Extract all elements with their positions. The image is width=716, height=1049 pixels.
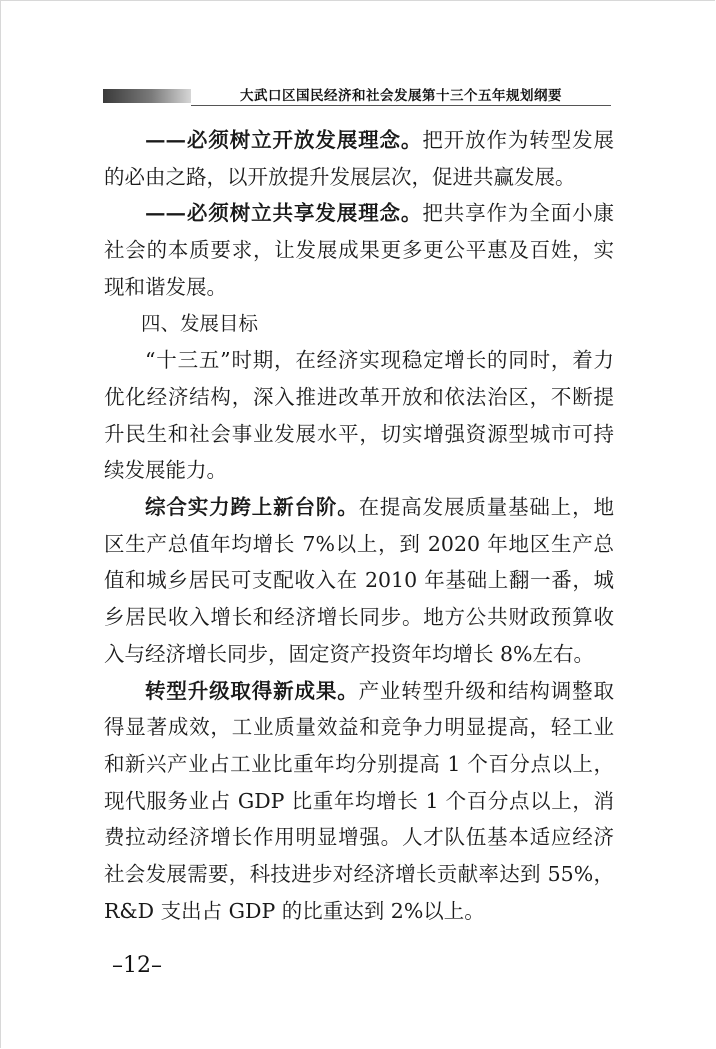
- paragraph-shared-development: [104, 195, 614, 305]
- paragraph-lead: ——必须树立共享发展理念。: [145, 201, 423, 226]
- paragraph-lead: 综合实力跨上新台阶。: [145, 495, 359, 520]
- paragraph-lead: 转型升级取得新成果。: [145, 678, 359, 703]
- page-number: –12–: [112, 953, 162, 978]
- paragraph-transformation-upgrade: [104, 673, 614, 930]
- paragraph-text: “十三五”时期，在经济实现稳定增长的同时，着力优化经济结构，深入推进改革开放和依法治区，不断提升民生和社会事业发展水平，切实增强资源型城市可持续发展能力。: [104, 348, 614, 483]
- paragraph-lead: ——必须树立开放发展理念。: [145, 128, 423, 152]
- paragraph-text: 产业转型升级和结构调整取得显著成效，工业质量效益和竞争力明显提高，轻工业和新兴产业占工业比重年均分别提高 1 个百分点以上，现代服务业占 GDP 比重年均增长 1 个百分点以上，消费拉动经济增长作用明显增强。人才队伍基本适应经济社会发展需要，科技进步对经济增长贡献率达到 55%，R&D 支出占 GDP 的比重达到 2%以上。: [104, 678, 615, 923]
- header-rule: [191, 105, 611, 106]
- body-text: [104, 122, 614, 929]
- section-heading: 四、发展目标: [141, 311, 259, 335]
- paragraph-text: 把开放作为转型发展的必由之路，以开放提升发展层次，促进共赢发展。: [104, 128, 615, 189]
- header-gradient-bar: [103, 89, 191, 103]
- paragraph-text: 在提高发展质量基础上，地区生产总值年均增长 7%以上，到 2020 年地区生产总值和城乡居民可支配收入在 2010 年基础上翻一番，城乡居民收入增长和经济增长同步。地方公共财政预算收入与经济增长同步，固定资产投资年均增长 8%左右。: [104, 495, 615, 666]
- paragraph-open-development: [104, 122, 614, 195]
- paragraph-comprehensive-strength: [104, 489, 614, 673]
- paragraph-text: 把共享作为全面小康社会的本质要求，让发展成果更多更公平惠及百姓，实现和谐发展。: [104, 201, 615, 299]
- header-title: 大武口区国民经济和社会发展第十三个五年规划纲要: [240, 88, 562, 104]
- paragraph-13th-five-year: [104, 342, 614, 489]
- running-header: [103, 86, 611, 108]
